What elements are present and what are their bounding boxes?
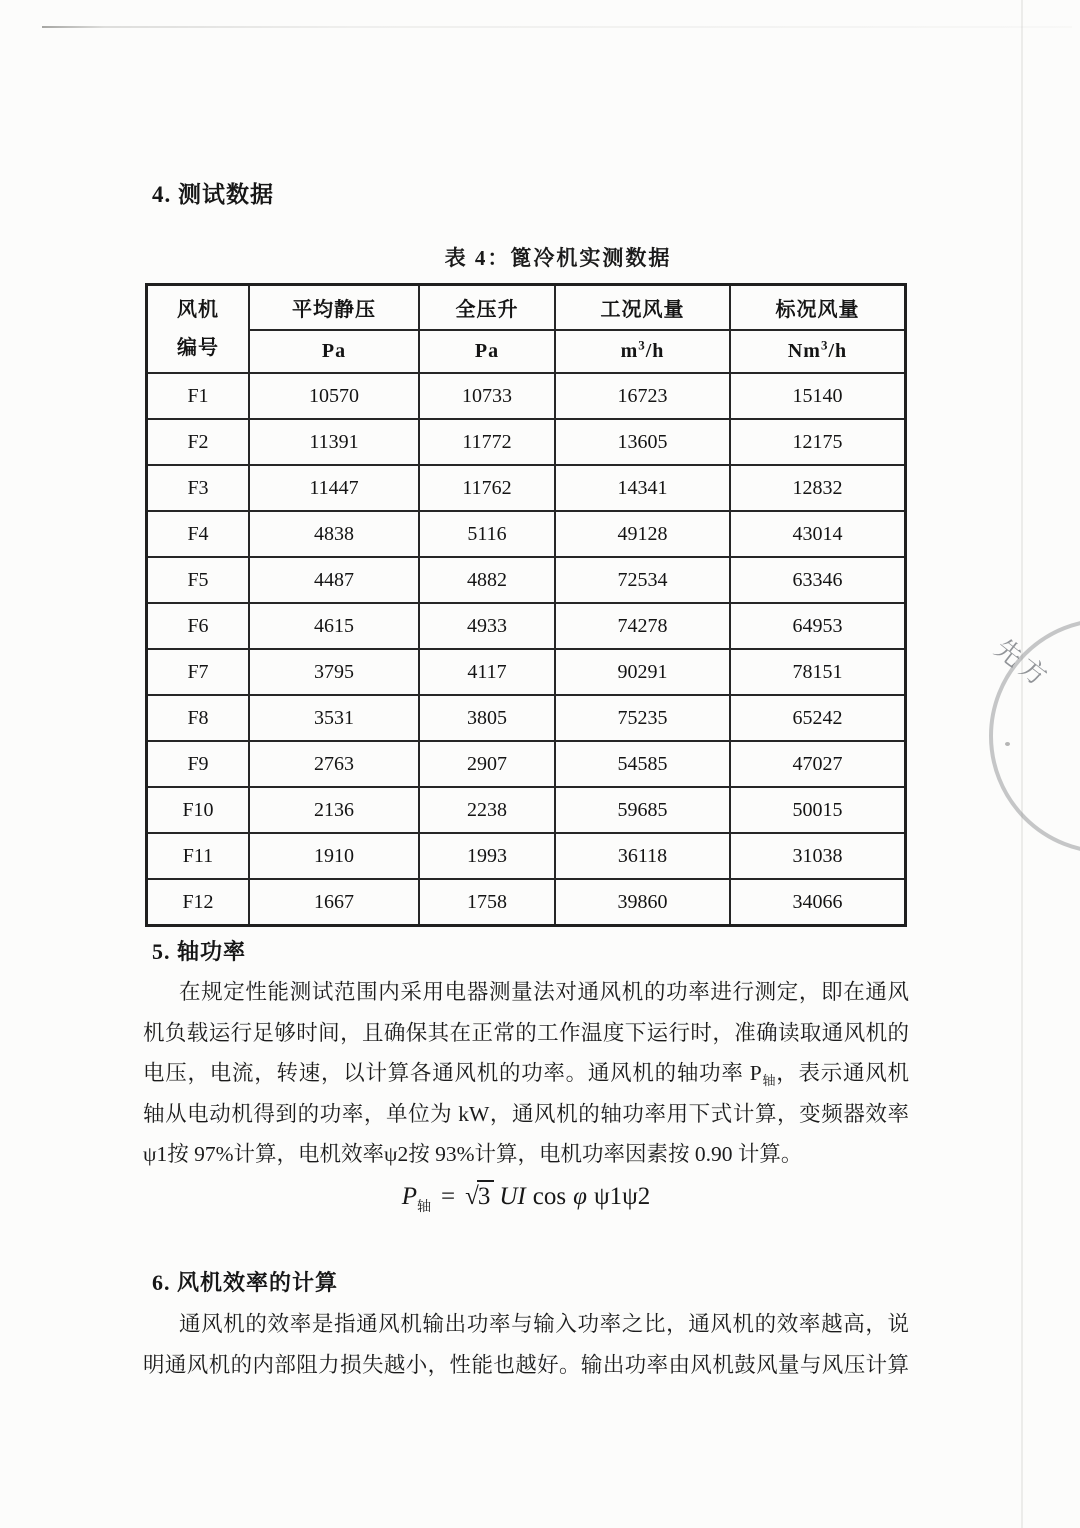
table-cell: 36118 bbox=[555, 833, 730, 879]
sqrt-symbol: √ bbox=[465, 1183, 477, 1210]
table-row bbox=[147, 557, 906, 603]
table-cell: 4838 bbox=[249, 511, 419, 557]
table-row bbox=[147, 373, 906, 419]
table-cell: 11391 bbox=[249, 419, 419, 465]
table-cell: 63346 bbox=[730, 557, 906, 603]
formula-ui: UI bbox=[499, 1183, 526, 1210]
table-cell: 5116 bbox=[419, 511, 555, 557]
p-shaft-subscript: 轴 bbox=[761, 1073, 777, 1089]
formula-p: P bbox=[401, 1183, 418, 1210]
table-cell: 2238 bbox=[419, 787, 555, 833]
unit-standard-airflow bbox=[730, 330, 906, 373]
table-cell: 74278 bbox=[555, 603, 730, 649]
table-cell-fan-id: F10 bbox=[147, 787, 250, 833]
table-cell: 31038 bbox=[730, 833, 906, 879]
table-cell: 10733 bbox=[419, 373, 555, 419]
table-cell: 49128 bbox=[555, 511, 730, 557]
table-row bbox=[147, 603, 906, 649]
unit-text: /h bbox=[828, 340, 848, 362]
table-row bbox=[147, 419, 906, 465]
paragraph-line: 明通风机的内部阻力损失越小，性能也越好。输出功率由风机鼓风量与风压计算 bbox=[143, 1352, 909, 1377]
paragraph-line: 通风机的效率是指通风机输出功率与输入功率之比，通风机的效率越高，说 bbox=[179, 1312, 909, 1336]
formula-phi: φ bbox=[573, 1183, 587, 1210]
unit-text: m bbox=[620, 340, 639, 362]
table-cell: 1910 bbox=[249, 833, 419, 879]
table-cell-fan-id: F3 bbox=[147, 465, 250, 511]
table-cell: 47027 bbox=[730, 741, 906, 787]
table-cell: 10570 bbox=[249, 373, 419, 419]
line-text: 电压，电流，转速，以计算各通风机的功率。通风机的轴功率 P bbox=[143, 1061, 762, 1086]
paragraph-line: 轴从电动机得到的功率，单位为 kW，通风机的轴功率用下式计算，变频器效率 bbox=[143, 1101, 909, 1126]
section-4-heading: 4. 测试数据 bbox=[152, 182, 274, 207]
table-cell: 12175 bbox=[730, 419, 906, 465]
unit-operating-airflow bbox=[555, 330, 730, 373]
table-cell-fan-id: F8 bbox=[147, 695, 250, 741]
table-cell-fan-id: F6 bbox=[147, 603, 250, 649]
formula-cos: cos bbox=[532, 1183, 567, 1210]
table-row bbox=[147, 879, 906, 926]
table-cell: 15140 bbox=[730, 373, 906, 419]
measurement-table bbox=[145, 283, 907, 927]
unit-total-pressure-rise bbox=[419, 330, 555, 373]
table-cell-fan-id: F1 bbox=[147, 373, 250, 419]
table-cell: 43014 bbox=[730, 511, 906, 557]
table-cell-fan-id: F12 bbox=[147, 879, 250, 926]
line-text: ，表示通风机 bbox=[776, 1061, 909, 1086]
section-5-heading: 5. 轴功率 bbox=[152, 939, 247, 964]
shaft-power-formula bbox=[143, 1183, 909, 1215]
table-cell: 4487 bbox=[249, 557, 419, 603]
table-cell-fan-id: F7 bbox=[147, 649, 250, 695]
seal-text: 先方 bbox=[989, 633, 1057, 695]
table-unit-row bbox=[147, 330, 906, 373]
table-cell: 54585 bbox=[555, 741, 730, 787]
table-cell: 64953 bbox=[730, 603, 906, 649]
table-cell: 13605 bbox=[555, 419, 730, 465]
unit-avg-static-pressure bbox=[249, 330, 419, 373]
scan-artifact-line bbox=[42, 26, 1072, 28]
table-cell: 14341 bbox=[555, 465, 730, 511]
column-header-operating-airflow: 工况风量 bbox=[555, 285, 730, 331]
table-cell: 1667 bbox=[249, 879, 419, 926]
table-cell: 72534 bbox=[555, 557, 730, 603]
fan-header-line-1: 风机 bbox=[177, 299, 219, 321]
table-cell: 1993 bbox=[419, 833, 555, 879]
table-row bbox=[147, 511, 906, 557]
table-row bbox=[147, 741, 906, 787]
unit-sup: 3 bbox=[638, 337, 646, 353]
table-cell: 16723 bbox=[555, 373, 730, 419]
unit-text: Pa bbox=[321, 340, 347, 362]
formula-psi: ψ1ψ2 bbox=[593, 1183, 651, 1210]
column-header-avg-static-pressure: 平均静压 bbox=[249, 285, 419, 331]
table-cell: 39860 bbox=[555, 879, 730, 926]
table-cell: 2763 bbox=[249, 741, 419, 787]
table-cell: 65242 bbox=[730, 695, 906, 741]
table-cell: 2907 bbox=[419, 741, 555, 787]
table-row bbox=[147, 695, 906, 741]
table-cell: 90291 bbox=[555, 649, 730, 695]
table-cell: 3795 bbox=[249, 649, 419, 695]
formula-p-subscript: 轴 bbox=[417, 1200, 432, 1215]
table-cell: 4117 bbox=[419, 649, 555, 695]
table-cell-fan-id: F11 bbox=[147, 833, 250, 879]
table-cell: 3531 bbox=[249, 695, 419, 741]
table-cell: 11772 bbox=[419, 419, 555, 465]
unit-text: /h bbox=[645, 340, 665, 362]
paragraph-line: 机负载运行足够时间，且确保其在正常的工作温度下运行时，准确读取通风机的 bbox=[143, 1020, 909, 1045]
table-cell: 1758 bbox=[419, 879, 555, 926]
paragraph-line: ψ1按 97%计算，电机效率ψ2按 93%计算，电机功率因素按 0.90 计算。 bbox=[143, 1142, 803, 1167]
table-cell: 4882 bbox=[419, 557, 555, 603]
section-5-paragraph bbox=[143, 972, 909, 1175]
table-title: 表 4：篦冷机实测数据 bbox=[444, 246, 672, 270]
table-cell: 59685 bbox=[555, 787, 730, 833]
column-header-standard-airflow: 标况风量 bbox=[730, 285, 906, 331]
fan-header-line-2: 编号 bbox=[177, 337, 219, 359]
equals-sign: = bbox=[441, 1183, 456, 1210]
unit-text: Nm bbox=[787, 340, 821, 362]
table-cell: 11447 bbox=[249, 465, 419, 511]
table-cell-fan-id: F9 bbox=[147, 741, 250, 787]
table-row bbox=[147, 787, 906, 833]
table-cell: 2136 bbox=[249, 787, 419, 833]
paragraph-line bbox=[143, 1053, 909, 1094]
table-cell: 34066 bbox=[730, 879, 906, 926]
unit-text: Pa bbox=[474, 340, 500, 362]
table-cell: 11762 bbox=[419, 465, 555, 511]
table-cell: 4933 bbox=[419, 603, 555, 649]
unit-sup: 3 bbox=[820, 337, 829, 353]
table-header-row bbox=[147, 285, 906, 331]
table-cell-fan-id: F2 bbox=[147, 419, 250, 465]
table-cell: 4615 bbox=[249, 603, 419, 649]
section-6-heading: 6. 风机效率的计算 bbox=[152, 1270, 339, 1295]
table-cell: 3805 bbox=[419, 695, 555, 741]
seal-dot bbox=[1005, 742, 1010, 746]
table-cell-fan-id: F4 bbox=[147, 511, 250, 557]
column-header-fan-id bbox=[147, 285, 250, 374]
partial-seal-stamp bbox=[980, 598, 1080, 853]
table-row bbox=[147, 465, 906, 511]
table-row bbox=[147, 649, 906, 695]
section-6-paragraph bbox=[143, 1304, 909, 1385]
paragraph-line: 在规定性能测试范围内采用电器测量法对通风机的功率进行测定，即在通风 bbox=[179, 980, 909, 1004]
table-cell: 78151 bbox=[730, 649, 906, 695]
table-row bbox=[147, 833, 906, 879]
column-header-total-pressure-rise: 全压升 bbox=[419, 285, 555, 331]
table-cell: 50015 bbox=[730, 787, 906, 833]
table-cell-fan-id: F5 bbox=[147, 557, 250, 603]
table-cell: 12832 bbox=[730, 465, 906, 511]
sqrt-radicand: 3 bbox=[477, 1180, 495, 1210]
table-cell: 75235 bbox=[555, 695, 730, 741]
